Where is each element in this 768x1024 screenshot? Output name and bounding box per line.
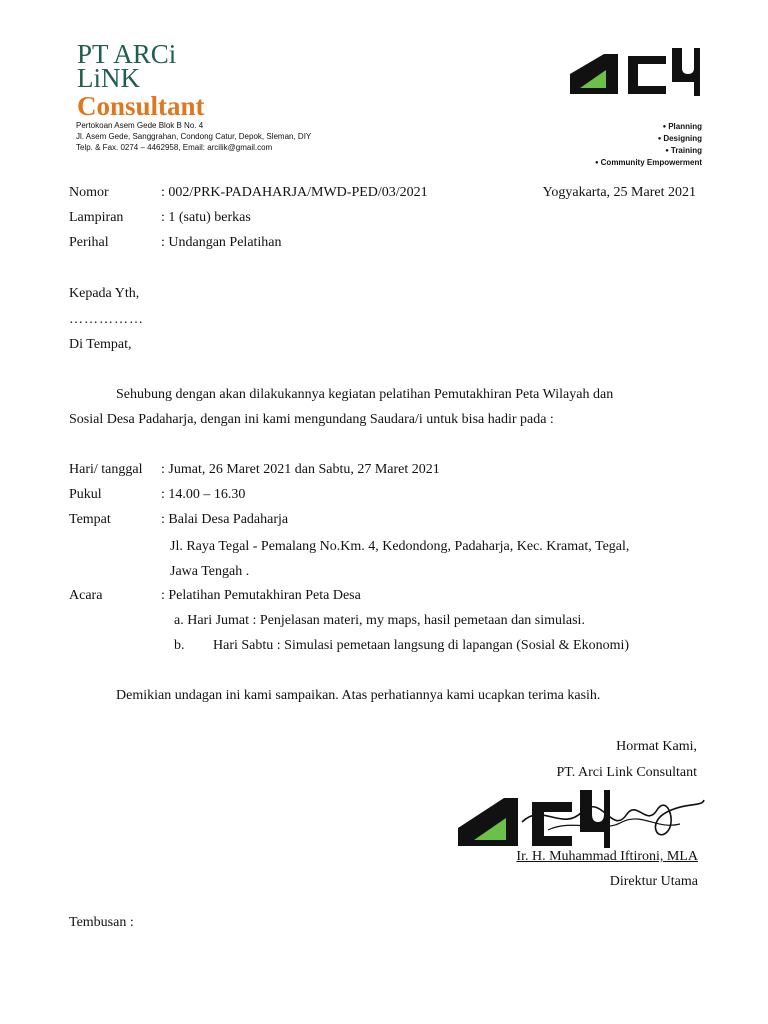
perihal-value: : Undangan Pelatihan [161,235,282,250]
recipient-location: Di Tempat, [69,337,132,352]
company-name-line3: Consultant [77,91,205,121]
company-logo [566,44,702,98]
recipient-greeting: Kepada Yth, [69,286,140,301]
acara-item-b-marker: b. [174,638,185,653]
signature-stamp [452,782,708,852]
company-name-line2: LiNK [77,63,140,93]
acara-item-b: Hari Sabtu : Simulasi pemetaan langsung di lapangan (Sosial & Ekonomi) [213,638,630,653]
pukul-label: Pukul [69,487,102,502]
hari-value: : Jumat, 26 Maret 2021 dan Sabtu, 27 Maret 2021 [161,462,440,477]
signer-position: Direktur Utama [609,874,698,889]
tempat-value: : Balai Desa Padaharja [161,512,289,527]
closing-text: Demikian undagan ini kami sampaikan. Atas perhatiannya kami ucapkan terima kasih. [116,688,601,703]
intro-line1: Sehubung dengan akan dilakukannya kegiatan pelatihan Pemutakhiran Peta Wilayah dan [116,387,614,402]
intro-line2: Sosial Desa Padaharja, dengan ini kami mengundang Saudara/i untuk bisa hadir pada : [69,412,554,427]
letter-date: Yogyakarta, 25 Maret 2021 [542,185,696,200]
service-designing: ● Designing [658,133,702,145]
signer-name: Ir. H. Muhammad Iftironi, MLA [516,849,698,864]
service-community-empowerment: ● Community Empowerment [595,157,702,169]
hari-label: Hari/ tanggal [69,462,143,477]
address-line1: Pertokoan Asem Gede Blok B No. 4 [76,121,204,130]
tempat-address-line1: Jl. Raya Tegal - Pemalang No.Km. 4, Kedondong, Padaharja, Kec. Kramat, Tegal, [170,539,630,554]
nomor-label: Nomor [69,185,109,200]
address-line3: Telp. & Fax. 0274 – 4462958, Email: arcilik@gmail.com [76,143,273,152]
perihal-label: Perihal [69,235,109,250]
lampiran-label: Lampiran [69,210,124,225]
tempat-label: Tempat [69,512,111,527]
lampiran-value: : 1 (satu) berkas [161,210,251,225]
nomor-value: : 002/PRK-PADAHARJA/MWD-PED/03/2021 [161,185,428,200]
pukul-value: : 14.00 – 16.30 [161,487,246,502]
acara-value: : Pelatihan Pemutakhiran Peta Desa [161,588,361,603]
tempat-address-line2: Jawa Tengah . [170,564,250,579]
closing-company: PT. Arci Link Consultant [556,765,697,780]
acara-label: Acara [69,588,103,603]
recipient-name-placeholder: …………… [69,312,144,327]
closing-regards: Hormat Kami, [616,739,697,754]
acara-item-a: a. Hari Jumat : Penjelasan materi, my maps, hasil pemetaan dan simulasi. [174,613,585,628]
service-training: ● Training [665,145,702,157]
address-line2: Jl. Asem Gede, Sanggrahan, Condong Catur, Depok, Sleman, DIY [76,132,312,141]
company-name-line1: PT ARCi [77,39,177,69]
service-planning: ● Planning [663,121,702,133]
cc-label: Tembusan : [69,915,134,930]
